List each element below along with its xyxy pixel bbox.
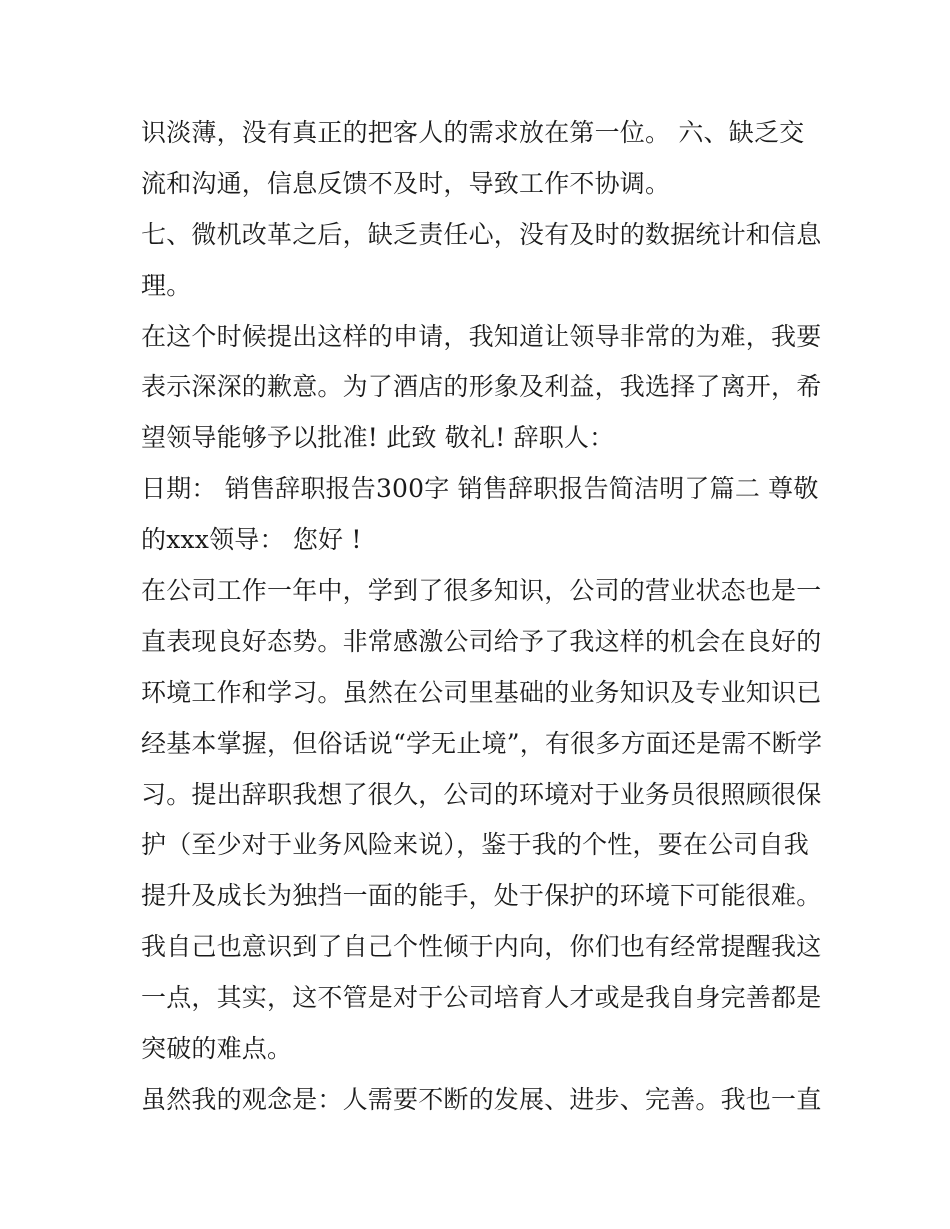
text-line: 望领导能够予以批准! 此致 敬礼! 辞职人：: [141, 423, 615, 453]
text-line: 理。: [141, 270, 192, 300]
text-line: 虽然我的观念是：人需要不断的发展、进步、完善。我也一直: [141, 1084, 822, 1114]
text-line: 一点，其实，这不管是对于公司培育人才或是我自身完善都是: [141, 983, 822, 1013]
text-line: 在这个时候提出这样的申请，我知道让领导非常的为难，我要: [141, 321, 822, 351]
text-line: 七、微机改革之后，缺乏责任心，没有及时的数据统计和信息: [141, 219, 822, 249]
text-line: 环境工作和学习。虽然在公司里基础的业务知识及专业知识已: [141, 677, 822, 707]
text-line: 的xxx领导： 您好 !: [141, 525, 362, 555]
text-line: 我自己也意识到了自己个性倾于内向，你们也有经常提醒我这: [141, 932, 822, 962]
text-line: 习。提出辞职我想了很久，公司的环境对于业务员很照顾很保: [141, 779, 822, 809]
text-line: 表示深深的歉意。为了酒店的形象及利益，我选择了离开，希: [141, 372, 822, 402]
text-line: 日期： 销售辞职报告300字 销售辞职报告简洁明了篇二 尊敬: [141, 474, 819, 504]
text-line: 直表现良好态势。非常感激公司给予了我这样的机会在良好的: [141, 626, 822, 656]
text-line: 识淡薄，没有真正的把客人的需求放在第一位。 六、缺乏交: [141, 118, 805, 147]
text-line: 提升及成长为独挡一面的能手，处于保护的环境下可能很难。: [141, 881, 822, 911]
text-line: 经基本掌握，但俗话说“学无止境”，有很多方面还是需不断学: [141, 728, 823, 758]
text-line: 在公司工作一年中，学到了很多知识，公司的营业状态也是一: [141, 576, 822, 606]
body-text: [141, 108, 831, 1126]
text-line: 突破的难点。: [141, 1034, 293, 1064]
text-line: 护（至少对于业务风险来说），鉴于我的个性，要在公司自我: [141, 830, 809, 860]
text-line: 流和沟通，信息反馈不及时，导致工作不协调。: [141, 168, 671, 198]
